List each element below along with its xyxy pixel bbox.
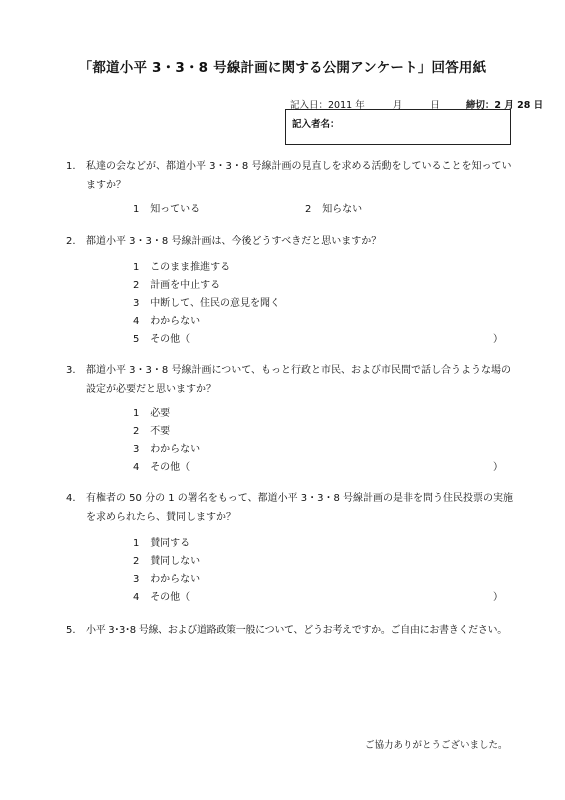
option-number: 1 [133,408,140,419]
thanks-message: ご協力ありがとうございました。 [365,740,508,751]
close-paren: ） [493,462,503,473]
question-text: 都道小平 3・3・8 号線計画は、今後どうすべきだと思いますか？ [86,236,382,247]
option[interactable] [133,277,220,295]
option-label: 賛同する [150,538,191,549]
question-5 [66,621,526,640]
option-number: 3 [133,444,140,455]
option-label: 賛同しない [150,556,201,567]
option-label: 必要 [150,408,171,419]
question-text: 都道小平 3・3・8 号線計画について、もっと行政と市民、および市民間で話し合うような場の設定が必要だと思いますか？ [86,365,512,395]
option-label: 中断して、住民の意見を聞く [150,298,280,309]
option-other[interactable] [133,331,503,349]
option-label: 不要 [150,426,171,437]
question-text: 私達の会などが、都道小平 3・3・8 号線計画の見直しを求める活動をしていることを知っていますか？ [86,161,512,191]
option[interactable] [133,423,170,441]
option-number: 1 [133,538,140,549]
question-3 [66,361,516,399]
option-other[interactable] [133,589,503,607]
option[interactable] [133,313,200,331]
question-2 [66,232,516,251]
option-label: わからない [150,316,201,327]
question-number: 3. [66,365,76,376]
question-4 [66,489,516,527]
option[interactable] [133,553,200,571]
deadline-label: 締切：2 月 28 日 [465,100,544,111]
option-number: 1 [133,262,140,273]
option[interactable] [133,259,230,277]
option[interactable] [133,441,200,459]
free-answer-area[interactable] [86,645,516,730]
option-number: 2 [133,280,140,291]
question-text: 有権者の 50 分の 1 の署名をもって、都道小平 3・3・8 号線計画の是非を問う住民投票の実施を求められたら、賛同しますか？ [86,493,514,523]
close-paren: ） [493,334,503,345]
close-paren: ） [493,592,503,603]
option[interactable] [133,535,190,553]
page-title: 「都道小平 3・3・8 号線計画に関する公開アンケート」回答用紙 [78,60,487,76]
option-number: 4 [133,462,140,473]
question-1 [66,157,516,195]
option-number: 3 [133,298,140,309]
entry-date-label: 記入日：2011 年 [290,100,365,111]
option-label: 知っている [150,204,201,215]
option[interactable] [133,405,170,423]
option-label: その他（ [150,592,191,603]
option[interactable] [133,295,280,313]
option-label: その他（ [150,334,191,345]
question-text: 小平 3･3･8 号線、および道路政策一般について、どうお考えですか。ご自由にお書きください。 [86,625,507,636]
option[interactable] [305,201,362,219]
option-number: 1 [133,204,140,215]
option-label: わからない [150,444,201,455]
option-label: その他（ [150,462,191,473]
day-label: 日 [430,100,440,111]
option[interactable] [133,201,200,219]
question-number: 4. [66,493,76,504]
option-number: 2 [133,426,140,437]
option-label: 知らない [322,204,363,215]
option-label: わからない [150,574,201,585]
month-label: 月 [392,100,403,111]
name-field[interactable] [285,109,511,145]
option-label: 計画を中止する [150,280,221,291]
option-label: このまま推進する [150,262,231,273]
question-number: 1. [66,161,76,172]
option[interactable] [133,571,200,589]
option-number: 3 [133,574,140,585]
question-number: 2. [66,236,76,247]
option-other[interactable] [133,459,503,477]
option-number: 5 [133,334,140,345]
option-number: 2 [133,556,140,567]
question-number: 5. [66,625,76,636]
option-number: 4 [133,592,140,603]
name-label: 記入者名： [292,119,340,130]
option-number: 2 [305,204,312,215]
option-number: 4 [133,316,140,327]
